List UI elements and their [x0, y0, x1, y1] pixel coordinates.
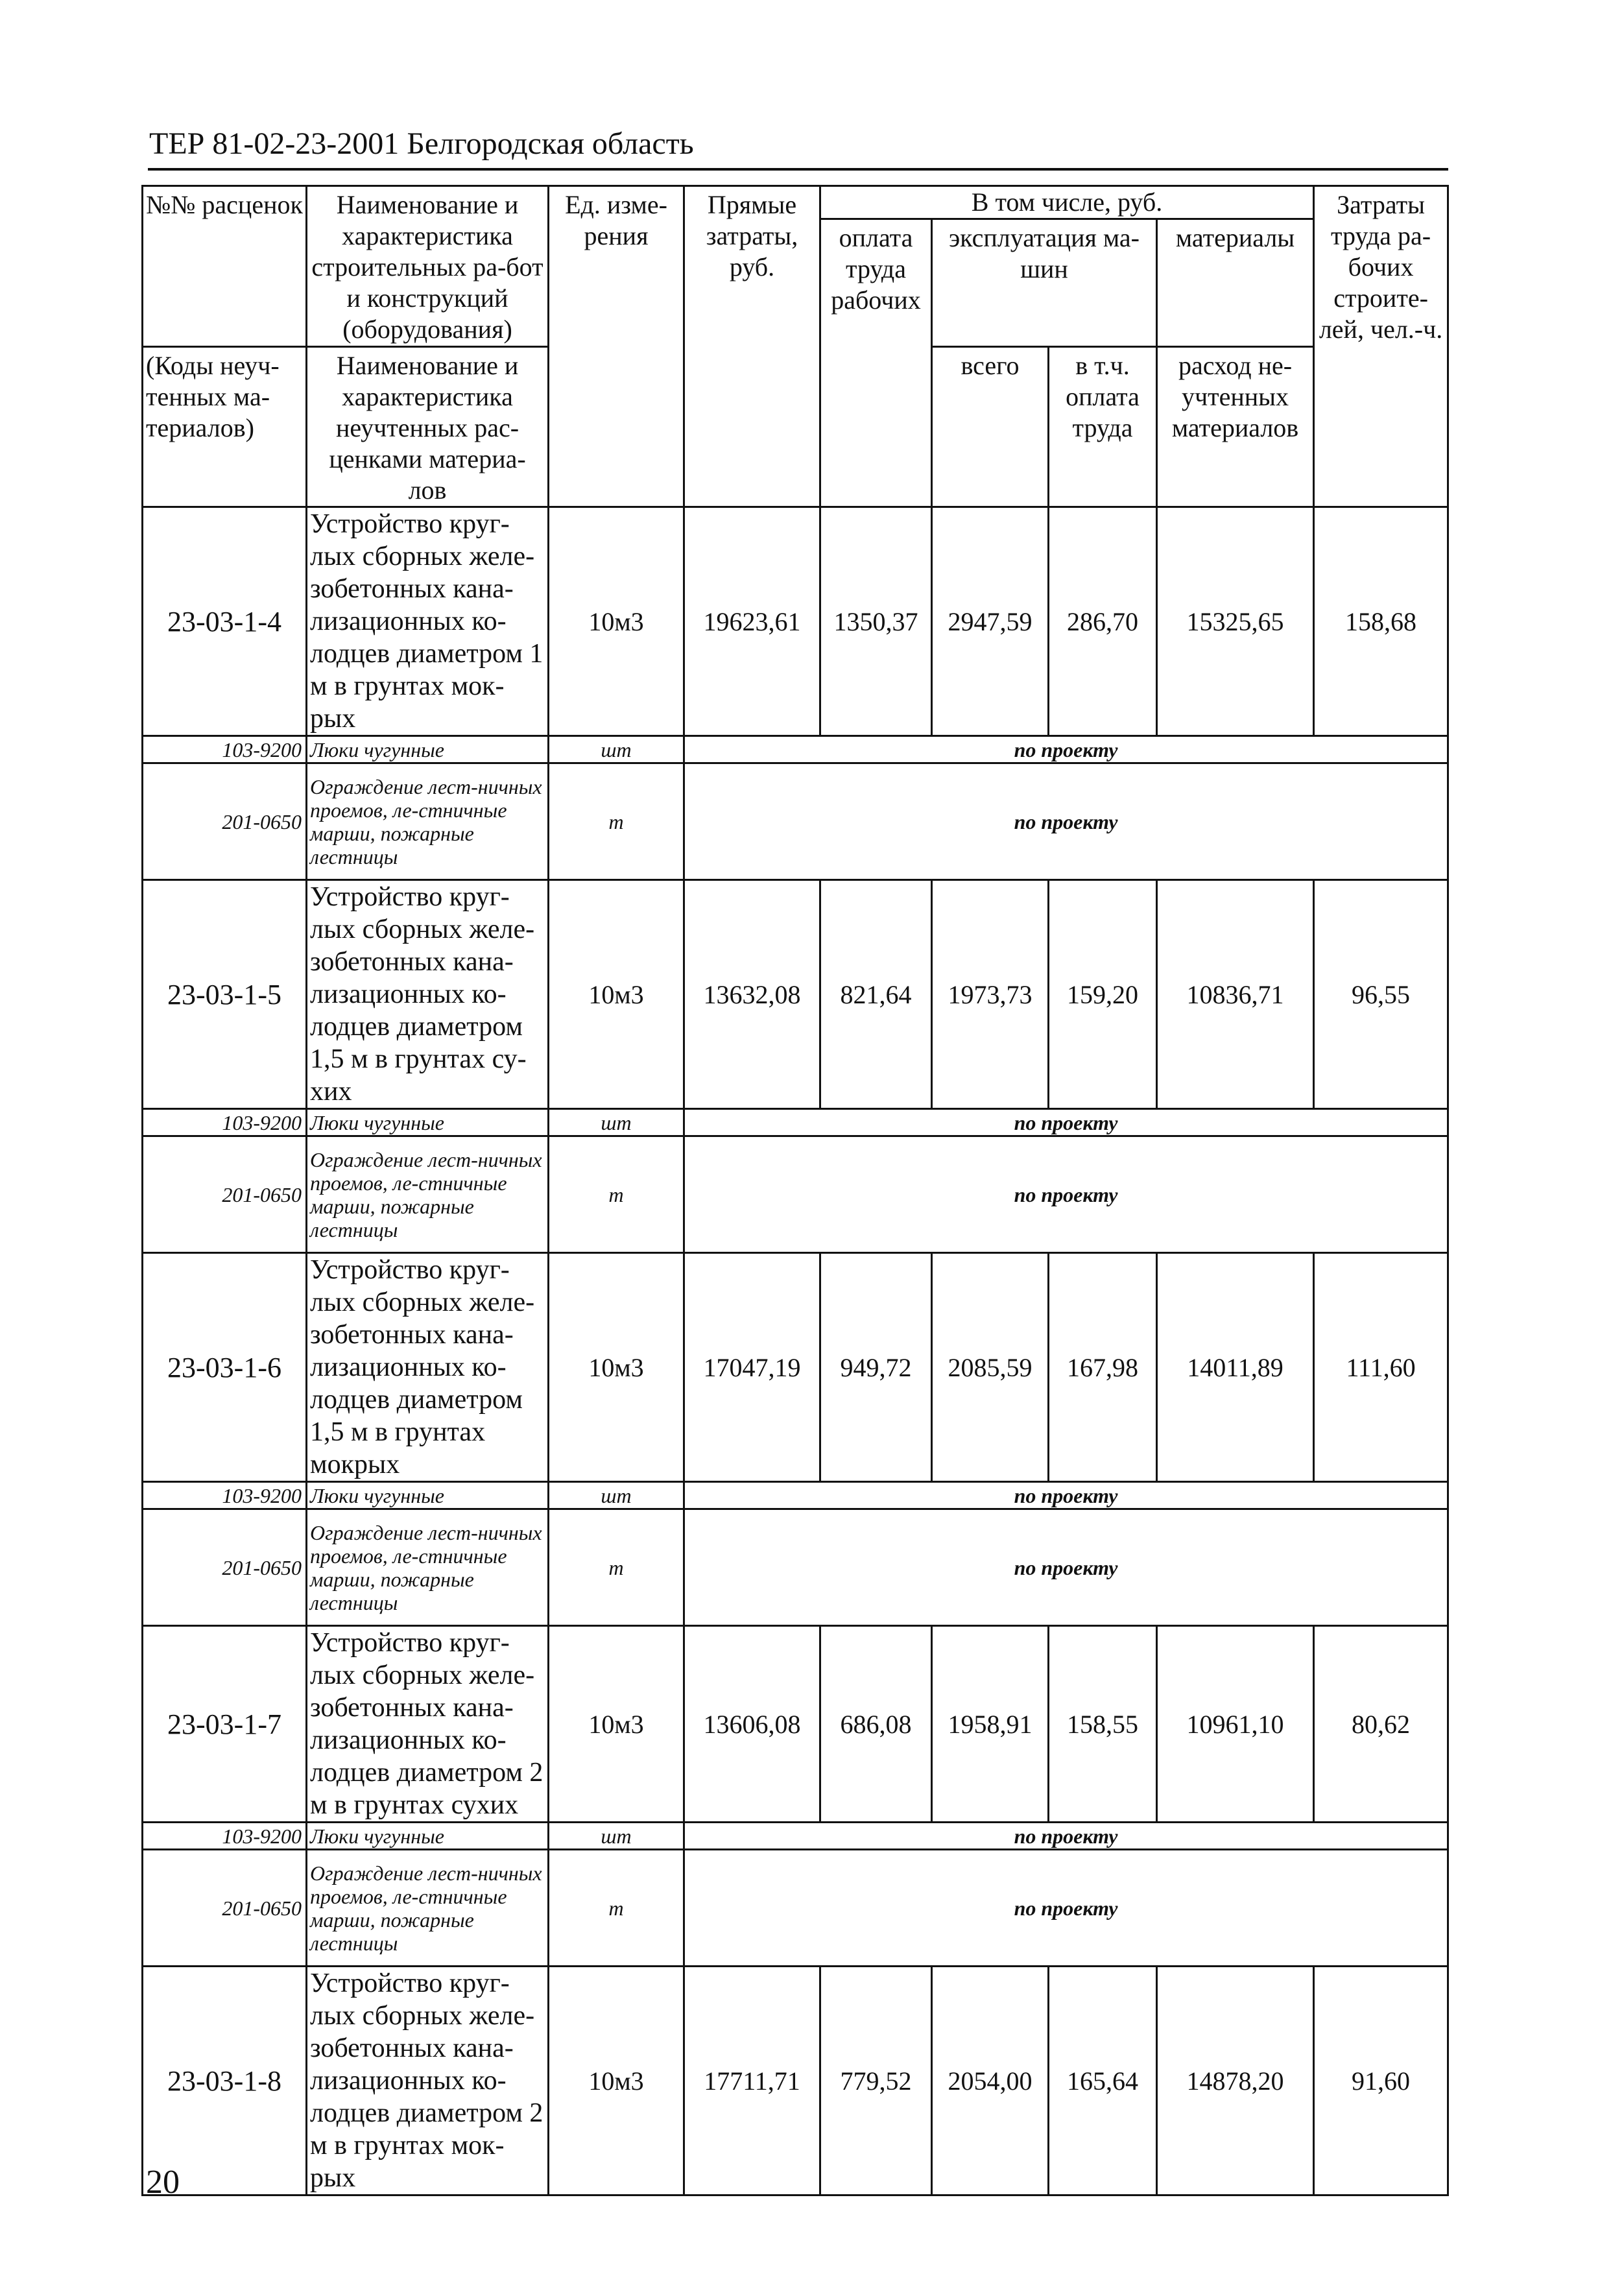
table-row — [143, 1253, 1448, 1482]
header-rule — [148, 168, 1448, 171]
direct-costs-cell: 17047,19 — [684, 1253, 820, 1482]
material-name: Люки чугунные — [307, 1109, 549, 1136]
material-note: по проекту — [684, 1136, 1448, 1253]
table-row — [143, 880, 1448, 1109]
header-including: В том числе, руб. — [820, 186, 1314, 219]
machines-total-cell: 1973,73 — [932, 880, 1049, 1109]
material-note: по проекту — [684, 1823, 1448, 1850]
machines-wages-cell: 159,20 — [1049, 880, 1157, 1109]
material-name: Ограждение лест-ничных проемов, ле-стничные марши, пожарные лестницы — [307, 1136, 549, 1253]
materials-cell: 15325,65 — [1157, 507, 1314, 736]
header-code: №№ расценок — [143, 186, 307, 347]
machines-total-cell: 1958,91 — [932, 1626, 1049, 1823]
rate-code: 23-03-1-8 — [143, 1967, 307, 2195]
material-note: по проекту — [684, 1109, 1448, 1136]
material-row — [143, 736, 1448, 763]
material-note: по проекту — [684, 763, 1448, 880]
table-row — [143, 507, 1448, 736]
header-direct-costs: Прямые затраты, руб. — [684, 186, 820, 507]
material-row — [143, 1136, 1448, 1253]
material-unit: т — [549, 763, 684, 880]
material-note: по проекту — [684, 1850, 1448, 1967]
direct-costs-cell: 13606,08 — [684, 1626, 820, 1823]
material-code: 103-9200 — [143, 736, 307, 763]
unit-cell: 10м3 — [549, 880, 684, 1109]
rate-code: 23-03-1-6 — [143, 1253, 307, 1482]
rate-code: 23-03-1-5 — [143, 880, 307, 1109]
header-machines-wages: в т.ч. оплата труда — [1049, 347, 1157, 507]
material-code: 201-0650 — [143, 763, 307, 880]
material-unit: т — [549, 1850, 684, 1967]
labor-cell: 96,55 — [1314, 880, 1448, 1109]
machines-wages-cell: 167,98 — [1049, 1253, 1157, 1482]
material-code: 103-9200 — [143, 1482, 307, 1509]
material-code: 103-9200 — [143, 1109, 307, 1136]
material-code: 201-0650 — [143, 1509, 307, 1626]
material-note: по проекту — [684, 736, 1448, 763]
header-materials-sub: расход не-учтенных материалов — [1157, 347, 1314, 507]
work-description: Устройство круг-лых сборных желе-зобетонных кана-лизационных ко-лодцев диаметром 1 м в грунтах мок-рых — [307, 507, 549, 736]
material-name: Люки чугунные — [307, 736, 549, 763]
material-row — [143, 1850, 1448, 1967]
material-note: по проекту — [684, 1482, 1448, 1509]
materials-cell: 10836,71 — [1157, 880, 1314, 1109]
work-description: Устройство круг-лых сборных желе-зобетонных кана-лизационных ко-лодцев диаметром 2 м в грунтах мок-рых — [307, 1967, 549, 2195]
work-description: Устройство круг-лых сборных желе-зобетонных кана-лизационных ко-лодцев диаметром 2 м в грунтах сухих — [307, 1626, 549, 1823]
header-code-sub: (Коды неуч-тенных ма-териалов) — [143, 347, 307, 507]
materials-cell: 10961,10 — [1157, 1626, 1314, 1823]
header-machines: эксплуатация ма-шин — [932, 219, 1157, 347]
unit-cell: 10м3 — [549, 1967, 684, 2195]
rate-code: 23-03-1-4 — [143, 507, 307, 736]
material-code: 201-0650 — [143, 1850, 307, 1967]
direct-costs-cell: 17711,71 — [684, 1967, 820, 2195]
page-header-title: ТЕР 81-02-23-2001 Белгородская область — [149, 126, 694, 161]
material-note: по проекту — [684, 1509, 1448, 1626]
material-row — [143, 1509, 1448, 1626]
unit-cell: 10м3 — [549, 507, 684, 736]
direct-costs-cell: 13632,08 — [684, 880, 820, 1109]
material-name: Люки чугунные — [307, 1823, 549, 1850]
table-row — [143, 1967, 1448, 2195]
page-number: 20 — [146, 2164, 180, 2201]
table-row — [143, 1626, 1448, 1823]
work-description: Устройство круг-лых сборных желе-зобетонных кана-лизационных ко-лодцев диаметром 1,5 м в грунтах мокрых — [307, 1253, 549, 1482]
material-name: Ограждение лест-ничных проемов, ле-стничные марши, пожарные лестницы — [307, 1509, 549, 1626]
work-description: Устройство круг-лых сборных желе-зобетонных кана-лизационных ко-лодцев диаметром 1,5 м в грунтах су-хих — [307, 880, 549, 1109]
machines-total-cell: 2085,59 — [932, 1253, 1049, 1482]
material-name: Люки чугунные — [307, 1482, 549, 1509]
header-unit: Ед. изме-рения — [549, 186, 684, 507]
wages-cell: 821,64 — [820, 880, 932, 1109]
material-unit: шт — [549, 1109, 684, 1136]
material-unit: т — [549, 1136, 684, 1253]
header-name-sub: Наименование и характеристика неучтенных рас-ценками материа-лов — [307, 347, 549, 507]
header-materials: материалы — [1157, 219, 1314, 347]
wages-cell: 949,72 — [820, 1253, 932, 1482]
material-unit: шт — [549, 736, 684, 763]
machines-wages-cell: 286,70 — [1049, 507, 1157, 736]
wages-cell: 1350,37 — [820, 507, 932, 736]
wages-cell: 686,08 — [820, 1626, 932, 1823]
machines-wages-cell: 158,55 — [1049, 1626, 1157, 1823]
header-wages: оплата труда рабочих — [820, 219, 932, 507]
labor-cell: 111,60 — [1314, 1253, 1448, 1482]
header-labor: Затраты труда ра-бочих строите-лей, чел.-ч. — [1314, 186, 1448, 507]
material-code: 103-9200 — [143, 1823, 307, 1850]
material-row — [143, 763, 1448, 880]
material-unit: шт — [549, 1823, 684, 1850]
machines-total-cell: 2947,59 — [932, 507, 1049, 736]
material-name: Ограждение лест-ничных проемов, ле-стничные марши, пожарные лестницы — [307, 1850, 549, 1967]
labor-cell: 158,68 — [1314, 507, 1448, 736]
material-name: Ограждение лест-ничных проемов, ле-стничные марши, пожарные лестницы — [307, 763, 549, 880]
labor-cell: 80,62 — [1314, 1626, 1448, 1823]
rates-table — [141, 185, 1449, 2196]
material-row — [143, 1823, 1448, 1850]
materials-cell: 14011,89 — [1157, 1253, 1314, 1482]
unit-cell: 10м3 — [549, 1626, 684, 1823]
header-machines-total: всего — [932, 347, 1049, 507]
material-unit: т — [549, 1509, 684, 1626]
machines-wages-cell: 165,64 — [1049, 1967, 1157, 2195]
machines-total-cell: 2054,00 — [932, 1967, 1049, 2195]
wages-cell: 779,52 — [820, 1967, 932, 2195]
rate-code: 23-03-1-7 — [143, 1626, 307, 1823]
labor-cell: 91,60 — [1314, 1967, 1448, 2195]
direct-costs-cell: 19623,61 — [684, 507, 820, 736]
material-unit: шт — [549, 1482, 684, 1509]
material-row — [143, 1482, 1448, 1509]
header-name: Наименование и характеристика строительных ра-бот и конструкций (оборудования) — [307, 186, 549, 347]
materials-cell: 14878,20 — [1157, 1967, 1314, 2195]
material-code: 201-0650 — [143, 1136, 307, 1253]
material-row — [143, 1109, 1448, 1136]
unit-cell: 10м3 — [549, 1253, 684, 1482]
